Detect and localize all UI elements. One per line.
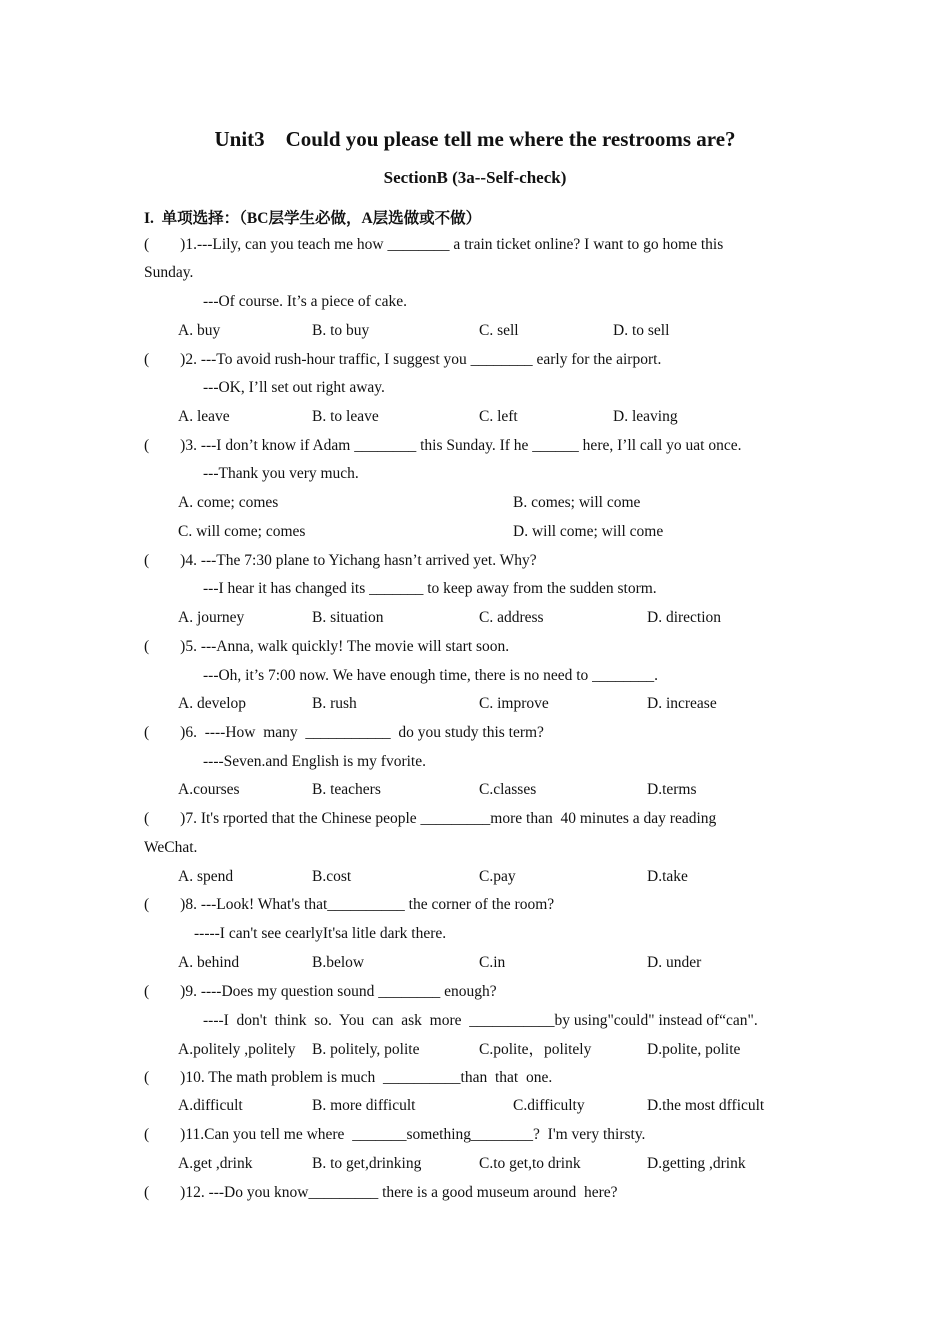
question-8-option-d: D. under — [647, 954, 702, 971]
question-11-option-b: B. to get,drinking — [312, 1155, 422, 1172]
question-3-reply: ---Thank you very much. — [203, 465, 359, 482]
question-6-stem: ( )6. ----How many ___________ do you study this term? — [144, 724, 544, 741]
question-11-option-c: C.to get,to drink — [479, 1155, 581, 1172]
question-3-option-d: D. will come; will come — [513, 523, 664, 540]
question-4-option-c: C. address — [479, 609, 544, 626]
question-11-stem: ( )11.Can you tell me where _______something________? I'm very thirsty. — [144, 1126, 646, 1143]
question-10-option-b: B. more difficult — [312, 1097, 416, 1114]
question-6-option-c: C.classes — [479, 781, 537, 798]
question-5-stem: ( )5. ---Anna, walk quickly! The movie will start soon. — [144, 638, 510, 655]
question-11-option-a: A.get ,drink — [178, 1155, 253, 1172]
question-12-stem: ( )12. ---Do you know_________ there is a good museum around here? — [144, 1184, 618, 1201]
question-6-reply: ----Seven.and English is my fvorite. — [203, 753, 426, 770]
question-8-reply: -----I can't see cearlyIt'sa litle dark there. — [194, 925, 447, 942]
question-2-option-c: C. left — [479, 408, 518, 425]
question-10-option-c: C.difficulty — [513, 1097, 585, 1114]
question-9-option-c: C.polite，politely — [479, 1041, 592, 1058]
question-8-option-b: B.below — [312, 954, 365, 971]
question-3-stem: ( )3. ---I don’t know if Adam ________ this Sunday. If he ______ here, I’ll call yo uat once. — [144, 437, 742, 454]
question-5-option-d: D. increase — [647, 695, 717, 712]
question-2-option-d: D. leaving — [613, 408, 678, 425]
question-1-option-b: B. to buy — [312, 322, 370, 339]
question-2-option-b: B. to leave — [312, 408, 379, 425]
question-4-option-d: D. direction — [647, 609, 722, 626]
question-5-option-a: A. develop — [178, 695, 247, 712]
question-11-option-d: D.getting ,drink — [647, 1155, 746, 1172]
question-1-option-c: C. sell — [479, 322, 519, 339]
question-7-option-c: C.pay — [479, 868, 516, 885]
question-2-option-a: A. leave — [178, 408, 230, 425]
question-4-reply: ---I hear it has changed its _______ to keep away from the sudden storm. — [203, 580, 657, 597]
question-9-option-a: A.politely ,politely — [178, 1041, 296, 1058]
question-6-option-b: B. teachers — [312, 781, 381, 798]
page-title: Unit3 Could you please tell me where the restrooms are? — [214, 127, 736, 151]
question-9-option-b: B. politely, polite — [312, 1041, 420, 1058]
question-4-option-a: A. journey — [178, 609, 245, 626]
question-1-option-d: D. to sell — [613, 322, 670, 339]
question-7-option-b: B.cost — [312, 868, 352, 885]
question-3-option-b: B. comes; will come — [513, 494, 641, 511]
page-subtitle: SectionB (3a--Self-check) — [383, 168, 567, 187]
question-2-reply: ---OK, I’ll set out right away. — [203, 379, 385, 396]
question-8-option-a: A. behind — [178, 954, 240, 971]
question-5-option-c: C. improve — [479, 695, 549, 712]
question-7-option-a: A. spend — [178, 868, 234, 885]
question-1-option-a: A. buy — [178, 322, 221, 339]
question-4-stem: ( )4. ---The 7:30 plane to Yichang hasn’t arrived yet. Why? — [144, 552, 537, 569]
question-8-option-c: C.in — [479, 954, 506, 971]
question-9-stem: ( )9. ----Does my question sound ________ enough? — [144, 983, 497, 1000]
question-9-reply: ----I don't think so. You can ask more ___________by using"could" instead of“can". — [203, 1012, 758, 1029]
question-9-option-d: D.polite, polite — [647, 1041, 741, 1058]
question-8-stem: ( )8. ---Look! What's that__________ the corner of the room? — [144, 896, 555, 913]
question-10-stem: ( )10. The math problem is much __________than that one. — [144, 1069, 553, 1086]
question-1-reply: ---Of course. It’s a piece of cake. — [203, 293, 407, 310]
question-7-stem-continued: WeChat. — [144, 839, 198, 856]
question-3-option-a: A. come; comes — [178, 494, 279, 511]
question-3-option-c: C. will come; comes — [178, 523, 306, 540]
question-7-option-d: D.take — [647, 868, 688, 885]
question-6-option-a: A.courses — [178, 781, 240, 798]
question-1-stem-continued: Sunday. — [144, 264, 194, 281]
question-5-reply: ---Oh, it’s 7:00 now. We have enough time, there is no need to ________. — [203, 667, 659, 684]
question-10-option-d: D.the most dfficult — [647, 1097, 765, 1114]
section-heading: I. 单项选择：（BC层学生必做，A层选做或不做） — [144, 210, 482, 227]
question-2-stem: ( )2. ---To avoid rush-hour traffic, I suggest you ________ early for the airport. — [144, 351, 662, 368]
question-10-option-a: A.difficult — [178, 1097, 243, 1114]
question-6-option-d: D.terms — [647, 781, 697, 798]
question-1-stem: ( )1.---Lily, can you teach me how ________ a train ticket online? I want to go home this — [144, 236, 724, 253]
question-5-option-b: B. rush — [312, 695, 357, 712]
question-4-option-b: B. situation — [312, 609, 384, 626]
question-7-stem: ( )7. It's rported that the Chinese people _________more than 40 minutes a day reading — [144, 810, 717, 827]
